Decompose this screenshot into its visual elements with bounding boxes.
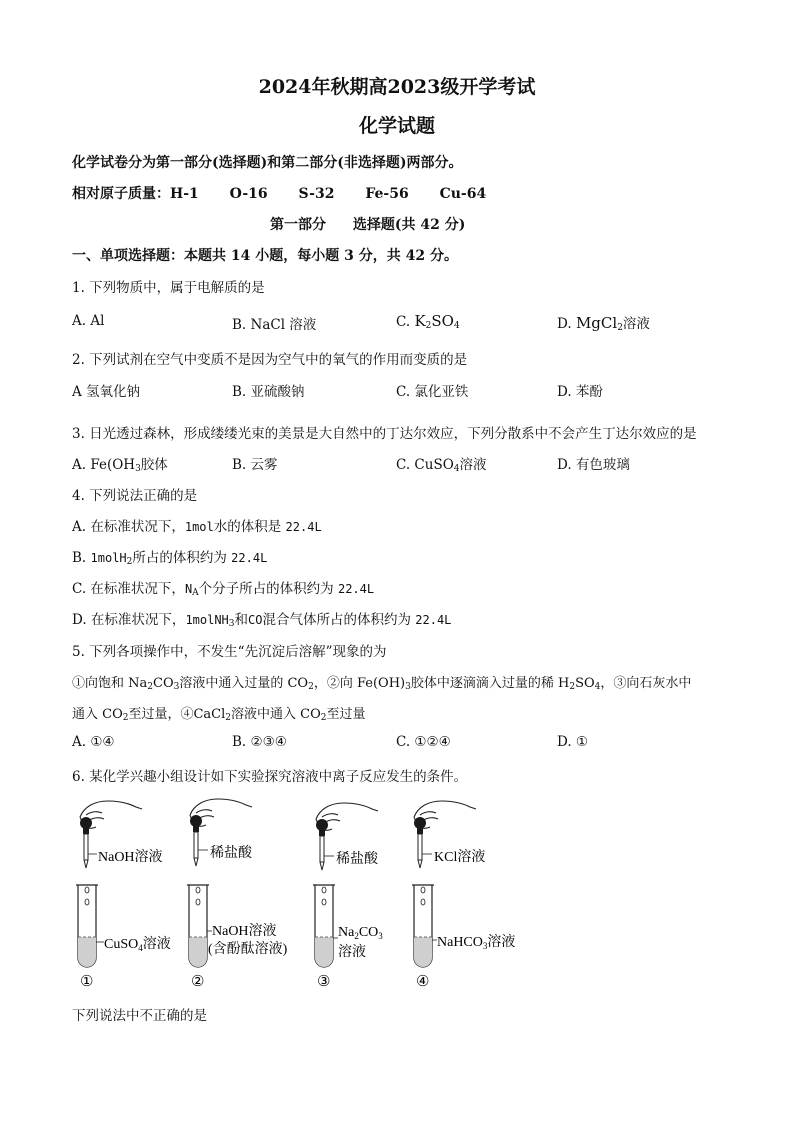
- q2-option-a: A 氢氧化钠: [72, 384, 141, 400]
- q3-stem: 3. 日光透过森林，形成缕缕光束的美景是大自然中的丁达尔效应，下列分散系中不会产生丁达尔效应的是: [72, 426, 697, 442]
- q5-stem: 5. 下列各项操作中，不发生“先沉淀后溶解”现象的为: [72, 644, 387, 660]
- q4-option-a: A. 在标准状况下，1mol水的体积是 22.4L: [72, 519, 322, 535]
- tube-number-1: ①: [80, 974, 94, 990]
- exam-title: 2024年秋期高2023级开学考试: [258, 76, 536, 98]
- atomic-mass-prefix: 相对原子质量：H-1: [72, 186, 199, 202]
- tube-number-3: ③: [317, 974, 331, 990]
- q3-option-b: B. 云雾: [232, 457, 278, 473]
- tube-label-4: NaHCO$_3$溶液: [437, 935, 516, 951]
- tube-label-2-line2: (含酚酞溶液): [208, 942, 288, 957]
- q6-stem: 6. 某化学兴趣小组设计如下实验探究溶液中离子反应发生的条件。: [72, 769, 468, 785]
- atomic-mass-cu: Cu-64: [439, 186, 487, 202]
- part-subtitle: 选择题(共 42 分): [352, 217, 466, 233]
- q5-option-d: D. ①: [557, 734, 589, 750]
- q2-option-d: D. 苯酚: [557, 384, 603, 400]
- subject-title: 化学试题: [358, 115, 435, 137]
- atomic-mass-fe: Fe-56: [365, 186, 409, 202]
- q4-option-c: C. 在标准状况下，$N_A$个分子所占的体积约为 22.4L: [72, 581, 375, 598]
- q5-option-b: B. ②③④: [232, 734, 287, 750]
- q1-option-c: C. $K_2SO_4$: [396, 312, 460, 331]
- q4-option-d: D. 在标准状况下，1molNH$_3$和CO混合气体所占的体积约为 22.4L: [72, 612, 452, 629]
- atomic-mass-o: O-16: [229, 186, 268, 202]
- tube-label-3-line2: 溶液: [338, 945, 366, 960]
- q3-option-a: A. $Fe(OH_3$胶体: [72, 457, 168, 474]
- atomic-mass-s: S-32: [298, 186, 335, 202]
- q2-option-b: B. 亚硫酸钠: [232, 384, 305, 400]
- q3-option-d: D. 有色玻璃: [557, 457, 630, 473]
- q1-option-a: A. Al: [72, 313, 105, 329]
- test-tube-4: [412, 885, 437, 967]
- tube-number-2: ②: [191, 974, 205, 990]
- q4-option-b: B. 1molH$_2$所占的体积约为 22.4L: [72, 550, 268, 567]
- tube-number-4: ④: [416, 974, 430, 990]
- q4-stem: 4. 下列说法正确的是: [72, 488, 198, 504]
- experiment-figure: [0, 790, 794, 1000]
- dropper-label-1: NaOH溶液: [98, 850, 163, 865]
- q2-option-c: C. 氯化亚铁: [396, 384, 469, 400]
- q3-option-c: C. CuSO$_4$溶液: [396, 457, 487, 474]
- test-tube-3: [313, 885, 338, 967]
- tube-label-3-line1: $Na_2CO_3$: [338, 925, 383, 941]
- q2-stem: 2. 下列试剂在空气中变质不是因为空气中的氧气的作用而变质的是: [72, 352, 468, 368]
- atomic-mass-line: [72, 183, 486, 203]
- dropper-label-2: 稀盐酸: [210, 846, 252, 861]
- part-heading: [270, 214, 465, 234]
- q5-line1: ①向饱和 $Na_2CO_3$溶液中通入过量的 $CO_2$，②向 $Fe(OH)_3$胶体中逐滴滴入过量的稀 $H_2SO_4$，③向石灰水中: [72, 676, 692, 692]
- test-tube-1: [76, 885, 104, 967]
- q5-line2: 通入 $CO_2$至过量，④CaCl$_2$溶液中通入 $CO_2$至过量: [72, 707, 366, 723]
- section-heading: 一、单项选择题：本题共 14 小题，每小题 3 分，共 42 分。: [72, 248, 458, 264]
- q1-stem: 1. 下列物质中，属于电解质的是: [72, 280, 265, 296]
- part-label: 第一部分: [270, 217, 326, 233]
- dropper-label-4: KCl溶液: [434, 850, 486, 865]
- q5-option-c: C. ①②④: [396, 734, 451, 750]
- q6-tail: 下列说法中不正确的是: [72, 1008, 207, 1024]
- q1-option-b: B. NaCl 溶液: [232, 317, 317, 333]
- tube-label-2-line1: NaOH溶液: [212, 924, 277, 939]
- intro-text: 化学试卷分为第一部分(选择题)和第二部分(非选择题)两部分。: [72, 155, 463, 171]
- tube-label-1: CuSO$_4$溶液: [104, 937, 171, 953]
- dropper-label-3: 稀盐酸: [336, 852, 378, 867]
- q1-option-d: D. MgCl$_2$溶液: [557, 314, 650, 333]
- q5-option-a: A. ①④: [72, 734, 115, 750]
